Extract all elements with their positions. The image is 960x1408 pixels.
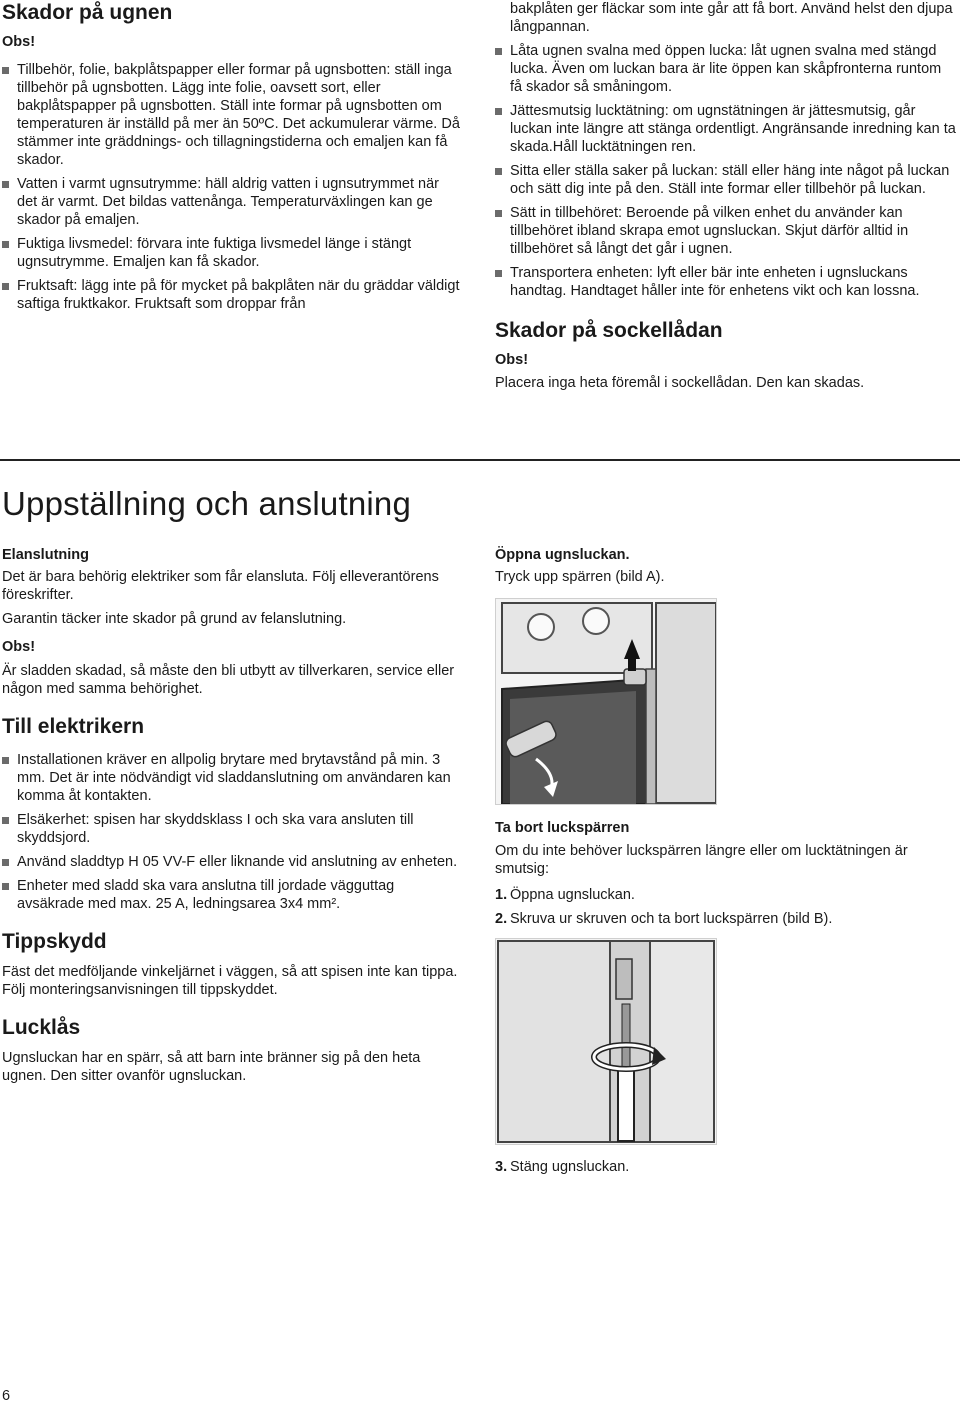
heading-electrician: Till elektrikern [2, 715, 145, 738]
elanslutning-title: Elanslutning [2, 547, 89, 563]
remove-lock-steps [495, 886, 957, 928]
step-item [495, 910, 957, 928]
obs-label: Obs! [2, 639, 36, 655]
list-item: Använd sladdtyp H 05 VV-F eller liknande vid anslutning av enheten. [2, 853, 462, 871]
oven-damage-list-continued [495, 42, 957, 300]
page-number: 6 [2, 1388, 11, 1404]
list-item: Elsäkerhet: spisen har skyddsklass I och ska vara ansluten till skyddsjord. [2, 811, 462, 847]
close-door-step [495, 1158, 957, 1176]
oven-door-lock-image [496, 599, 716, 804]
section-electrical [2, 545, 462, 1085]
step-number: 2. [495, 911, 508, 927]
heading-installation: Uppställning och anslutning [2, 485, 412, 522]
list-item: Tillbehör, folie, bakplåtspapper eller formar på ugnsbotten: ställ inga tillbehör på ugnsbotten. Lägg inte folie, oavsett sort, eller bakplåtspapper på ugnsbotten. Ställ inte formar på ugnsbotten om temperaturen är inställd på mer än 50ºC. Det ackumulerar värme. Då stämmer inte gräddnings- och tillagningstiderna och emaljen kan få skador. [2, 61, 462, 169]
step-text: Stäng ugnsluckan. [510, 1159, 630, 1175]
section-close-door [495, 1158, 957, 1176]
list-item: Installationen kräver en allpolig brytare med brytavstånd på min. 3 mm. Det är inte nödvändigt vid sladdanslutning om användaren kan komma åt kontakten. [2, 751, 462, 805]
list-item: Fruktsaft: lägg inte på för mycket på bakplåten när du gräddar väldigt saftiga fruktkakor. Fruktsaft som droppar från [2, 277, 462, 313]
remove-lock-title: Ta bort luckspärren [495, 820, 630, 836]
step-number: 3. [495, 1159, 508, 1175]
oven-damage-list [2, 61, 462, 313]
list-item: Enheter med sladd ska vara anslutna till jordade vägguttag avsäkrade med max. 25 A, ledningsarea 3x4 mm². [2, 877, 462, 913]
heading-door-lock: Lucklås [2, 1016, 81, 1039]
section-remove-lock [495, 818, 957, 928]
obs-label: Obs! [2, 34, 36, 50]
screwdriver-image [496, 939, 716, 1144]
sockel-text: Placera inga heta föremål i sockellådan. Den kan skadas. [495, 375, 865, 391]
step-item [495, 1158, 957, 1176]
step-text: Öppna ugnsluckan. [510, 887, 635, 903]
heading-oven-damage: Skador på ugnen [2, 1, 173, 24]
section-divider [0, 459, 960, 461]
section-oven-damage [2, 0, 462, 313]
step-number: 1. [495, 887, 508, 903]
door-lock-text: Ugnsluckan har en spärr, så att barn inte bränner sig på den heta ugnen. Den sitter ovanför ugnsluckan. [2, 1050, 421, 1084]
step-text: Skruva ur skruven och ta bort luckspärren (bild B). [510, 911, 833, 927]
elanslutning-warranty: Garantin täcker inte skador på grund av felanslutning. [2, 611, 347, 627]
list-item: Låta ugnen svalna med öppen lucka: låt ugnen svalna med stängd lucka. Även om luckan bara är lite öppen kan skåpfronterna runtom få skador så småningom. [495, 42, 957, 96]
elanslutning-text: Det är bara behörig elektriker som får elansluta. Följ elleverantörens föreskrifter. [2, 569, 439, 603]
list-item: Fuktiga livsmedel: förvara inte fuktiga livsmedel länge i stängt ugnsutrymme. Emaljen kan få skador. [2, 235, 462, 271]
open-door-title: Öppna ugnsluckan. [495, 547, 630, 563]
illustration-door-lock-open [495, 598, 717, 805]
section-oven-damage-continued [495, 0, 957, 392]
list-item: Transportera enheten: lyft eller bär inte enheten i ugnsluckans handtag. Handtaget håller inte för enhetens vikt och kan lossna. [495, 264, 957, 300]
tip-protection-text: Fäst det medföljande vinkeljärnet i väggen, så att spisen inte kan tippa. Följ monteringsanvisningen till tippskyddet. [2, 964, 458, 998]
continuation-text: bakplåten ger fläckar som inte går att få bort. Använd helst den djupa långpannan. [510, 1, 953, 35]
list-item: Jättesmutsig lucktätning: om ugnstätningen är jättesmutsig, går luckan inte längre att stänga ordentligt. Angränsande inredning kan ta skada.Håll lucktätningen ren. [495, 102, 957, 156]
list-item: Sitta eller ställa saker på luckan: ställ eller häng inte något på luckan och sätt dig inte på den. Ställ inte formar eller tillbehör på luckan. [495, 162, 957, 198]
electrician-list [2, 751, 462, 913]
obs-label: Obs! [495, 352, 529, 368]
section-door-lock-steps [495, 545, 957, 586]
open-door-text: Tryck upp spärren (bild A). [495, 569, 665, 585]
remove-lock-text: Om du inte behöver luckspärren längre eller om lucktätningen är smutsig: [495, 843, 908, 877]
heading-tip-protection: Tippskydd [2, 930, 107, 953]
heading-sockel-damage: Skador på sockellådan [495, 319, 723, 342]
obs-text: Är sladden skadad, så måste den bli utbytt av tillverkaren, service eller någon med samma behörighet. [2, 663, 455, 697]
list-item: Vatten i varmt ugnsutrymme: häll aldrig vatten i ugnsutrymmet när det är varmt. Det bildas vattenånga. Temperaturväxlingen kan ge skador på emaljen. [2, 175, 462, 229]
illustration-remove-screw [495, 938, 717, 1145]
step-item [495, 886, 957, 904]
list-item: Sätt in tillbehöret: Beroende på vilken enhet du använder kan tillbehöret ibland skrapa emot ugnsluckan. Skjut därför alltid in tillbehöret så långt det går i ugnen. [495, 204, 957, 258]
